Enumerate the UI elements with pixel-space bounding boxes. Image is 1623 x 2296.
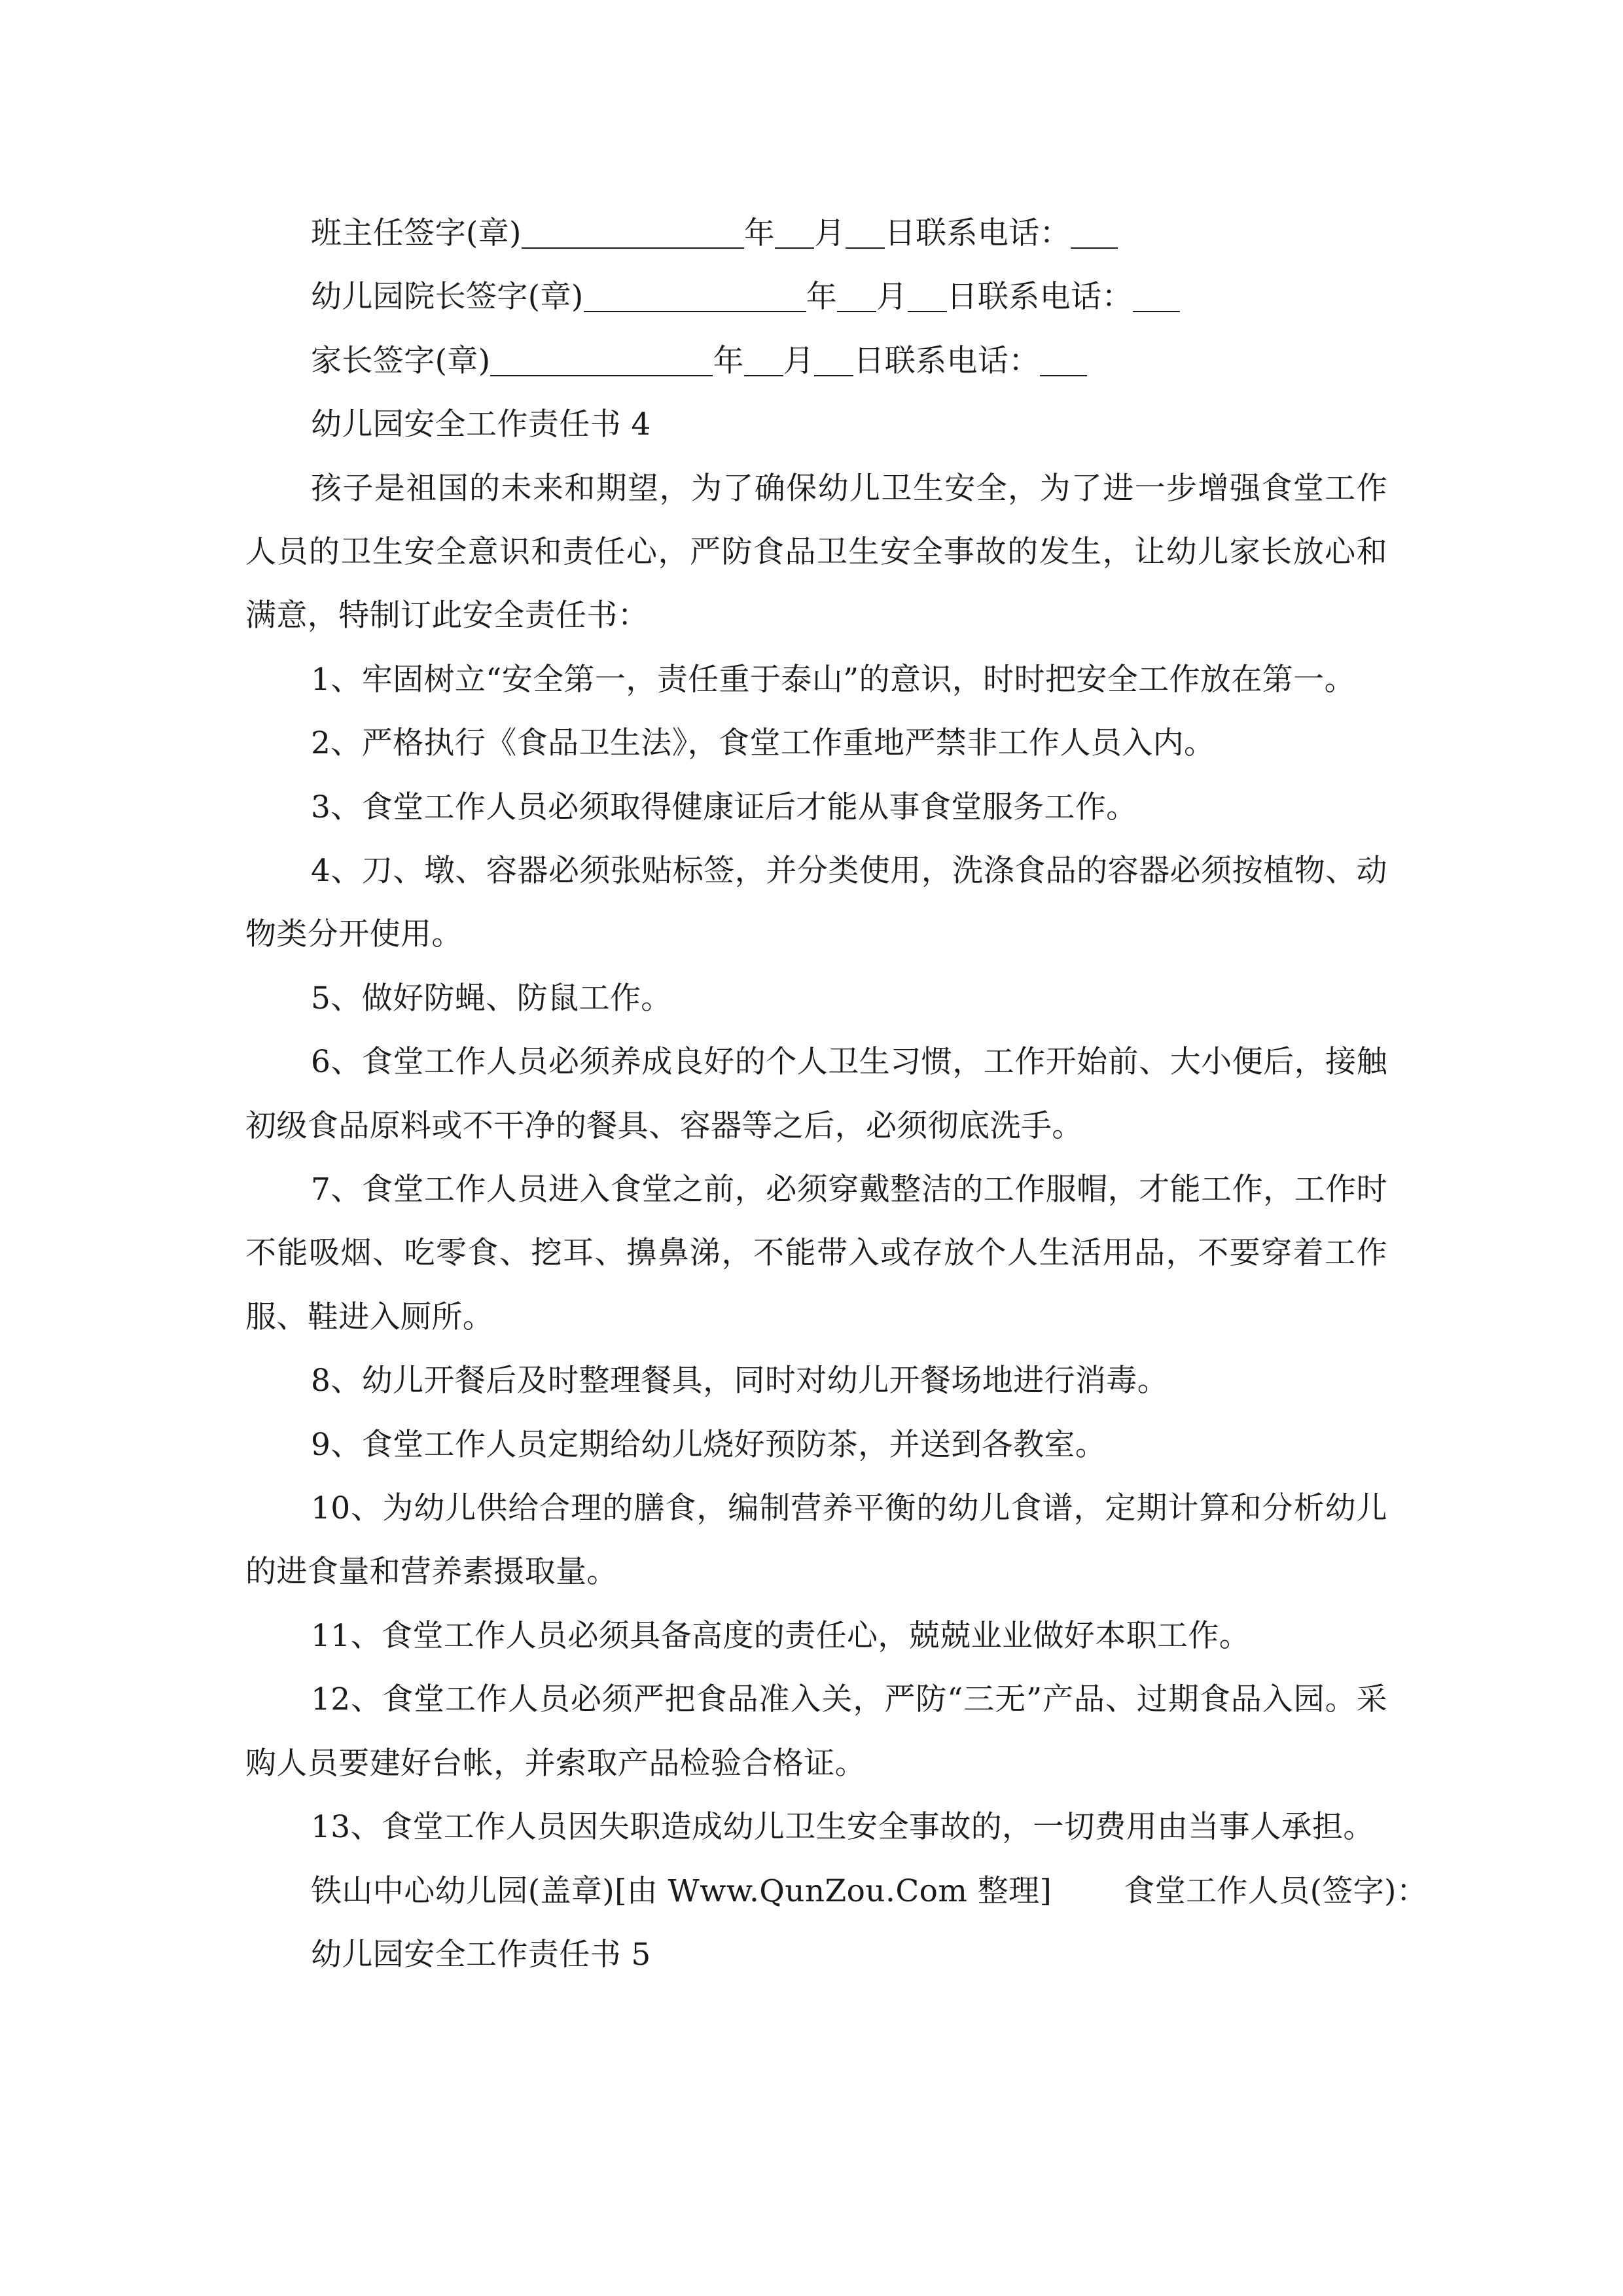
list-item: 5、做好防蝇、防鼠工作。	[311, 980, 672, 1016]
signature-line-parent: 家长签字(章) 年 月 日联系电话：	[245, 329, 1387, 393]
signature-blank	[522, 213, 744, 249]
signoff-kindergarten: 铁山中心幼儿园(盖章)[由 Www.QunZou.Com 整理]	[311, 1873, 1052, 1909]
signoff-line	[245, 1859, 1428, 1923]
list-item: 6、食堂工作人员必须养成良好的个人卫生习惯，工作开始前、大小便后，接触初级食品原料或不干净的餐具、容器等之后，必须彻底洗手。	[245, 1044, 1387, 1144]
document-body	[245, 202, 1428, 1986]
intro-paragraph: 孩子是祖国的未来和期望，为了确保幼儿卫生安全，为了进一步增强食堂工作人员的卫生安全意识和责任心，严防食品卫生安全事故的发生，让幼儿家长放心和满意，特制订此安全责任书：	[245, 470, 1387, 634]
signature-blank	[490, 341, 713, 376]
signature-line-principal: 幼儿园院长签字(章) 年 月 日联系电话：	[245, 265, 1387, 329]
signature-label: 家长签字(章)	[311, 342, 491, 379]
list-item: 8、幼儿开餐后及时整理餐具，同时对幼儿开餐场地进行消毒。	[311, 1363, 1169, 1399]
signature-label: 班主任签字(章)	[311, 215, 522, 251]
list-item: 7、食堂工作人员进入食堂之前，必须穿戴整洁的工作服帽，才能工作，工作时不能吸烟、吃零食、挖耳、擤鼻涕，不能带入或存放个人生活用品，不要穿着工作服、鞋进入厕所。	[245, 1172, 1387, 1335]
list-item: 10、为幼儿供给合理的膳食，编制营养平衡的幼儿食谱，定期计算和分析幼儿的进食量和营养素摄取量。	[245, 1490, 1387, 1590]
list-item: 9、食堂工作人员定期给幼儿烧好预防茶，并送到各教室。	[311, 1426, 1107, 1463]
signoff-canteen-staff: 食堂工作人员(签字)：	[1124, 1873, 1428, 1909]
list-item: 2、严格执行《食品卫生法》，食堂工作重地严禁非工作人员入内。	[311, 725, 1215, 762]
section-title-5: 幼儿园安全工作责任书 5	[311, 1936, 651, 1973]
list-item: 11、食堂工作人员必须具备高度的责任心，兢兢业业做好本职工作。	[311, 1617, 1251, 1654]
signature-label: 幼儿园院长签字(章)	[311, 279, 584, 315]
signature-line-class-teacher: 班主任签字(章) 年 月 日联系电话：	[245, 202, 1387, 265]
list-item: 1、牢固树立“安全第一，责任重于泰山”的意识，时时把安全工作放在第一。	[311, 661, 1355, 698]
signature-blank	[584, 277, 806, 312]
list-item: 13、食堂工作人员因失职造成幼儿卫生安全事故的，一切费用由当事人承担。	[311, 1809, 1374, 1846]
list-item: 3、食堂工作人员必须取得健康证后才能从事食堂服务工作。	[311, 789, 1137, 825]
section-title-4: 幼儿园安全工作责任书 4	[311, 406, 651, 443]
list-item: 12、食堂工作人员必须严把食品准入关，严防“三无”产品、过期食品入园。采购人员要建好台帐，并索取产品检验合格证。	[245, 1681, 1387, 1782]
list-item: 4、刀、墩、容器必须张贴标签，并分类使用，洗涤食品的容器必须按植物、动物类分开使用。	[245, 853, 1387, 953]
